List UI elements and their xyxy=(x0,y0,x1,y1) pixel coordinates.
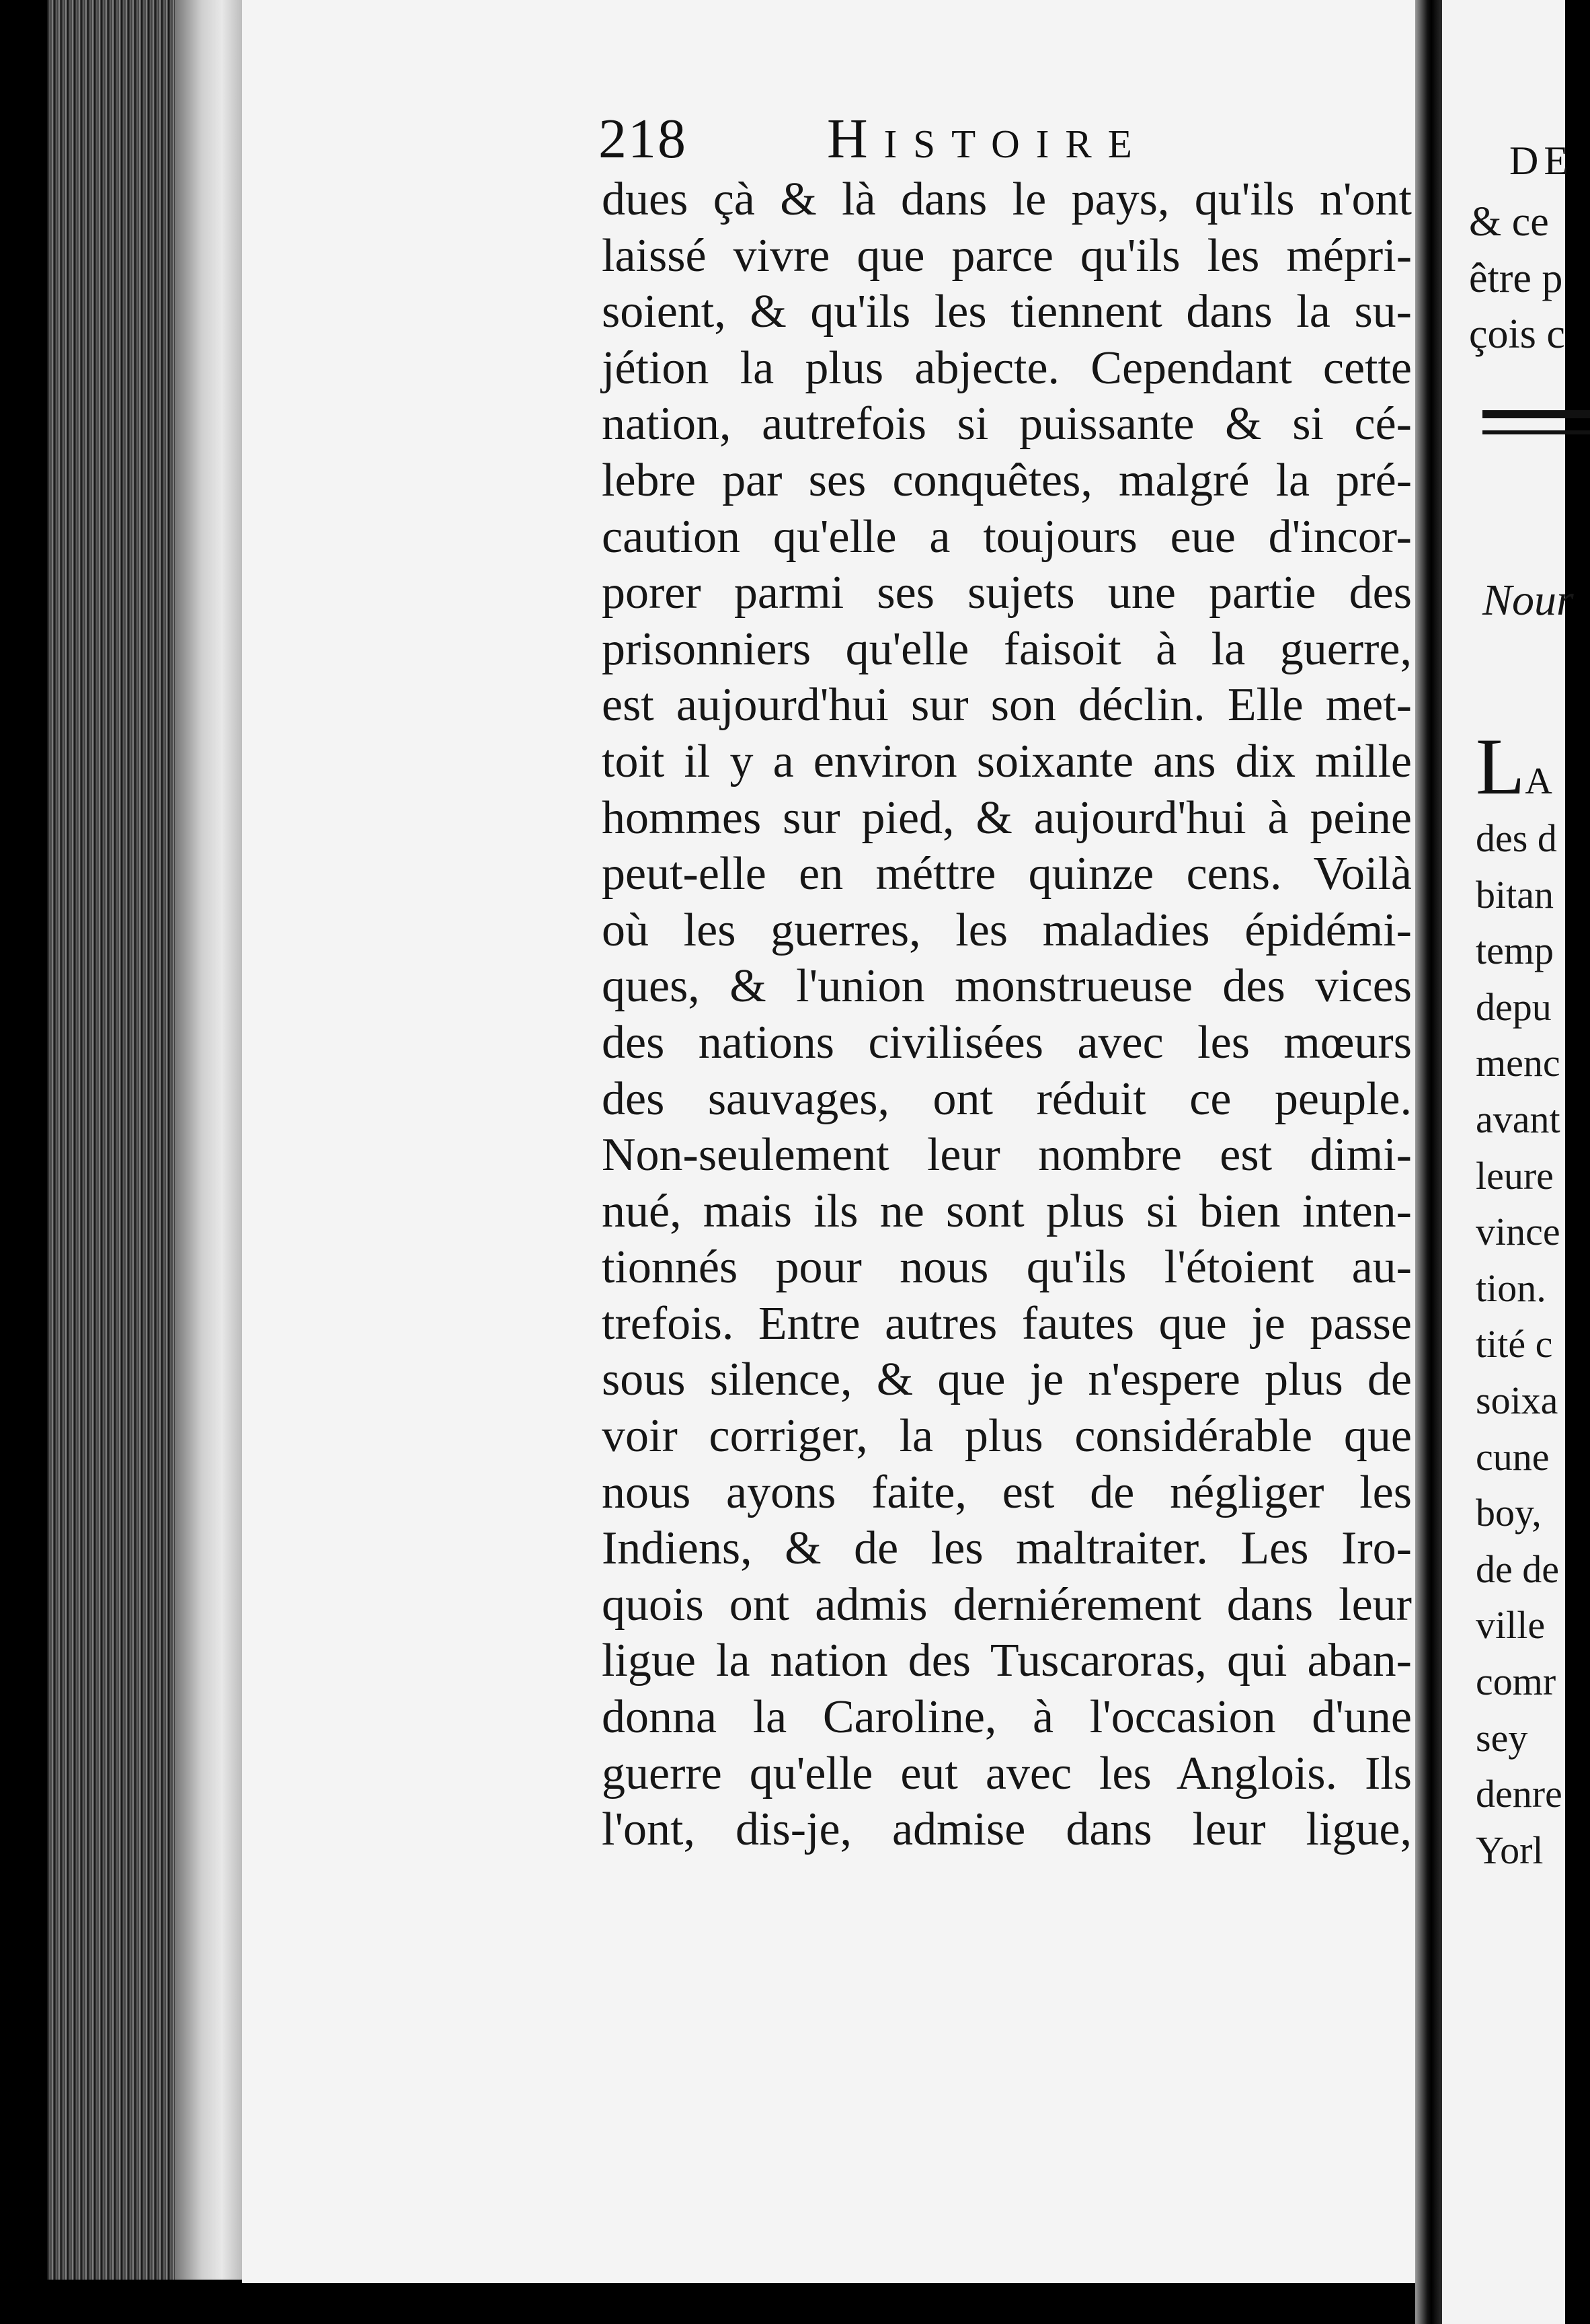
page-header xyxy=(598,106,1405,180)
page-edges xyxy=(175,0,242,2280)
running-title: Histoire xyxy=(827,108,1148,170)
text-line: leure xyxy=(1476,1153,1554,1198)
text-line: des d xyxy=(1476,816,1557,860)
section-rule xyxy=(1482,410,1590,418)
text-line: depu xyxy=(1476,984,1552,1029)
right-subtitle: Nour xyxy=(1482,576,1574,625)
text-line: tité c xyxy=(1476,1322,1553,1366)
drop-cap xyxy=(1476,722,1556,811)
text-line: des sauvages, ont réduit ce peuple. xyxy=(602,1073,1412,1125)
text-line: ville xyxy=(1476,1603,1546,1648)
book-gutter xyxy=(1415,0,1442,2324)
body-text xyxy=(602,171,1412,1858)
text-line: lebre par ses conquêtes, malgré la pré- xyxy=(602,454,1412,506)
text-line: être p xyxy=(1469,255,1563,301)
text-line: Non-seulement leur nombre est dimi- xyxy=(602,1129,1412,1182)
text-line: sey xyxy=(1476,1715,1528,1760)
text-line: l'ont, dis-je, admise dans leur ligue, xyxy=(602,1804,1412,1856)
text-line: tionnés pour nous qu'ils l'étoient au- xyxy=(602,1241,1412,1294)
text-line: sous silence, & que je n'espere plus de xyxy=(602,1354,1412,1406)
page-number: 218 xyxy=(598,108,687,170)
right-page xyxy=(1442,0,1574,2324)
text-line: denre xyxy=(1476,1772,1562,1816)
text-line: des nations civilisées avec les mœurs xyxy=(602,1016,1412,1069)
text-line: donna la Caroline, à l'occasion d'une xyxy=(602,1691,1412,1744)
drop-cap-rest: A xyxy=(1525,761,1556,802)
text-line: temp xyxy=(1476,929,1554,973)
text-line: Indiens, & de les maltraiter. Les Iro- xyxy=(602,1522,1412,1575)
text-line: voir corriger, la plus considérable que xyxy=(602,1410,1412,1463)
right-running-head: DE xyxy=(1509,139,1574,183)
text-line: vince xyxy=(1476,1210,1560,1254)
section-rule-thin xyxy=(1482,430,1590,434)
text-line: bitan xyxy=(1476,872,1554,917)
text-line: où les guerres, les maladies épidémi- xyxy=(602,904,1412,956)
text-line: est aujourd'hui sur son déclin. Elle met- xyxy=(602,679,1412,732)
text-line: nous ayons faite, est de négliger les xyxy=(602,1466,1412,1518)
text-line: cune xyxy=(1476,1434,1550,1479)
text-line: trefois. Entre autres fautes que je passe xyxy=(602,1297,1412,1350)
text-line: laissé vivre que parce qu'ils les mépri- xyxy=(602,229,1412,282)
text-line: jétion la plus abjecte. Cependant cette xyxy=(602,342,1412,394)
text-line: nué, mais ils ne sont plus si bien inten- xyxy=(602,1185,1412,1237)
text-line: caution qu'elle a toujours eue d'incor- xyxy=(602,510,1412,563)
text-line: menc xyxy=(1476,1041,1560,1085)
text-line: & ce xyxy=(1469,199,1549,245)
right-body-text xyxy=(1476,810,1562,1878)
text-line: çois c xyxy=(1469,311,1565,358)
text-line: nation, autrefois si puissante & si cé- xyxy=(602,398,1412,451)
text-line: hommes sur pied, & aujourd'hui à peine xyxy=(602,791,1412,844)
text-line: peut-elle en méttre quinze cens. Voilà xyxy=(602,848,1412,900)
text-line: boy, xyxy=(1476,1491,1542,1535)
text-line: Yorl xyxy=(1476,1828,1544,1872)
text-line: dues çà & là dans le pays, qu'ils n'ont xyxy=(602,173,1412,225)
text-line: guerre qu'elle eut avec les Anglois. Ils xyxy=(602,1747,1412,1799)
text-line: prisonniers qu'elle faisoit à la guerre, xyxy=(602,623,1412,675)
text-line: soient, & qu'ils les tiennent dans la su- xyxy=(602,286,1412,338)
right-top-text xyxy=(1469,195,1565,364)
text-line: tion. xyxy=(1476,1266,1546,1310)
text-line: quois ont admis derniérement dans leur xyxy=(602,1578,1412,1631)
text-line: ligue la nation des Tuscaroras, qui aban- xyxy=(602,1635,1412,1687)
text-line: ques, & l'union monstrueuse des vices xyxy=(602,960,1412,1013)
text-line: comr xyxy=(1476,1659,1556,1703)
text-line: avant xyxy=(1476,1097,1560,1141)
drop-cap-letter: L xyxy=(1476,722,1525,811)
text-line: toit il y a environ soixante ans dix mille xyxy=(602,735,1412,787)
text-line: de de xyxy=(1476,1547,1559,1591)
text-line: porer parmi ses sujets une partie des xyxy=(602,567,1412,619)
text-line: soixa xyxy=(1476,1378,1558,1422)
